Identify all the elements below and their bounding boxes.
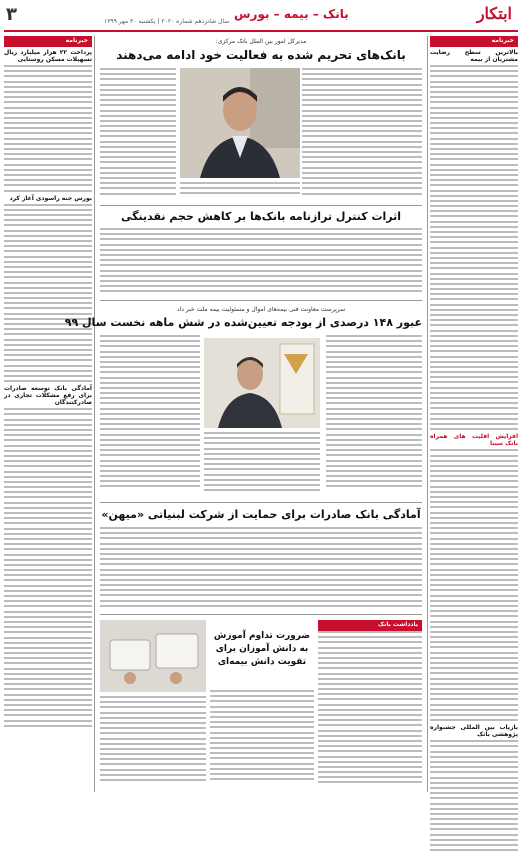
left-sidebar-label: خبرنامه	[4, 36, 92, 47]
article5-body-left	[100, 696, 206, 790]
article3-body-left	[100, 335, 200, 495]
right-item-text-3	[430, 740, 518, 851]
article3-body-right	[326, 335, 422, 495]
article3-photo	[204, 338, 320, 428]
right-item-text-1	[430, 65, 518, 430]
article3-divider	[100, 502, 422, 503]
right-item-title-1: بالاترین سطح رضایت مشتریان از بیمه	[430, 49, 518, 63]
right-sidebar-label: خبرنامه	[430, 36, 518, 47]
article5-body-center	[210, 690, 314, 790]
right-item-title-3: بازیاب بین المللی جشنواره پژوهشی بانک	[430, 724, 518, 739]
right-item-title-2: افزایش اقلیت های همراه بانک سینا	[430, 433, 518, 448]
article1-body-right	[302, 68, 422, 198]
article1-headline: بانک‌های تحریم شده به فعالیت خود ادامه می‌دهند	[116, 48, 406, 62]
left-item-text-2	[4, 204, 92, 382]
left-column-divider	[94, 36, 95, 792]
left-item-title-1: پرداخت ۲۲ هزار میلیارد ریال تسهیلات مسکن روستایی	[4, 49, 93, 63]
article5-headline: ضرورت تداوم آموزش به دانش آموزان برای تقویت دانش بیمه‌ای	[213, 631, 311, 667]
newspaper-logo: ابتکار	[476, 4, 512, 23]
article1-body-left	[100, 68, 176, 198]
left-item-text-3	[4, 408, 92, 726]
article3-kicker: سرپرست معاونت فنی بیمه‌های اموال و مسئولیت بیمه ملت خبر داد	[176, 306, 346, 313]
right-column-divider	[427, 36, 428, 792]
article3-body-center	[204, 432, 320, 495]
article1-divider	[100, 205, 422, 206]
article5-bar-label: یادداشت بانک	[318, 620, 422, 631]
article3-headline: عبور ۱۴۸ درصدی از بودجه تعیین‌شده در شش ماهه نخست سال ۹۹	[64, 316, 422, 329]
article5-body-right	[318, 620, 422, 790]
section-title: بانک – بیمه – بورس	[234, 7, 349, 21]
article4-divider	[100, 614, 422, 615]
article1-photo	[180, 68, 300, 178]
left-sidebar	[4, 36, 92, 792]
masthead-info: سال شانزدهم شماره ۲۰۲۰ | یکشنبه ۳۰ مهر ۱۳۹۹	[104, 18, 230, 25]
article4-body	[100, 527, 422, 609]
article5-photo	[100, 620, 206, 692]
classroom-image	[100, 620, 206, 692]
left-item-text-1	[4, 65, 92, 192]
right-item-text-2	[430, 449, 518, 721]
portrait-image	[204, 338, 320, 428]
page-number: ۳	[6, 4, 17, 25]
left-item-title-2: بورس جنه راسودی آغاز کرد	[9, 194, 92, 202]
article2-divider	[100, 300, 422, 301]
portrait-image	[180, 68, 300, 178]
article1-kicker: مدیرکل امور بین الملل بانک مرکزی:	[215, 38, 307, 45]
article2-headline: اثرات کنترل ترازنامه بانک‌ها بر کاهش حجم نقدینگی	[120, 210, 402, 223]
masthead	[4, 4, 518, 32]
left-item-title-3: آمادگی بانک توسعه صادرات برای رفع مشکلات تجاری در صادرکنندگان	[4, 385, 92, 407]
article4-headline: آمادگی بانک صادرات برای حمایت از شرکت لبنیاتی «میهن»	[101, 508, 421, 521]
article1-caption-lines	[180, 182, 300, 200]
right-sidebar	[430, 36, 518, 792]
article2-body	[100, 228, 422, 296]
